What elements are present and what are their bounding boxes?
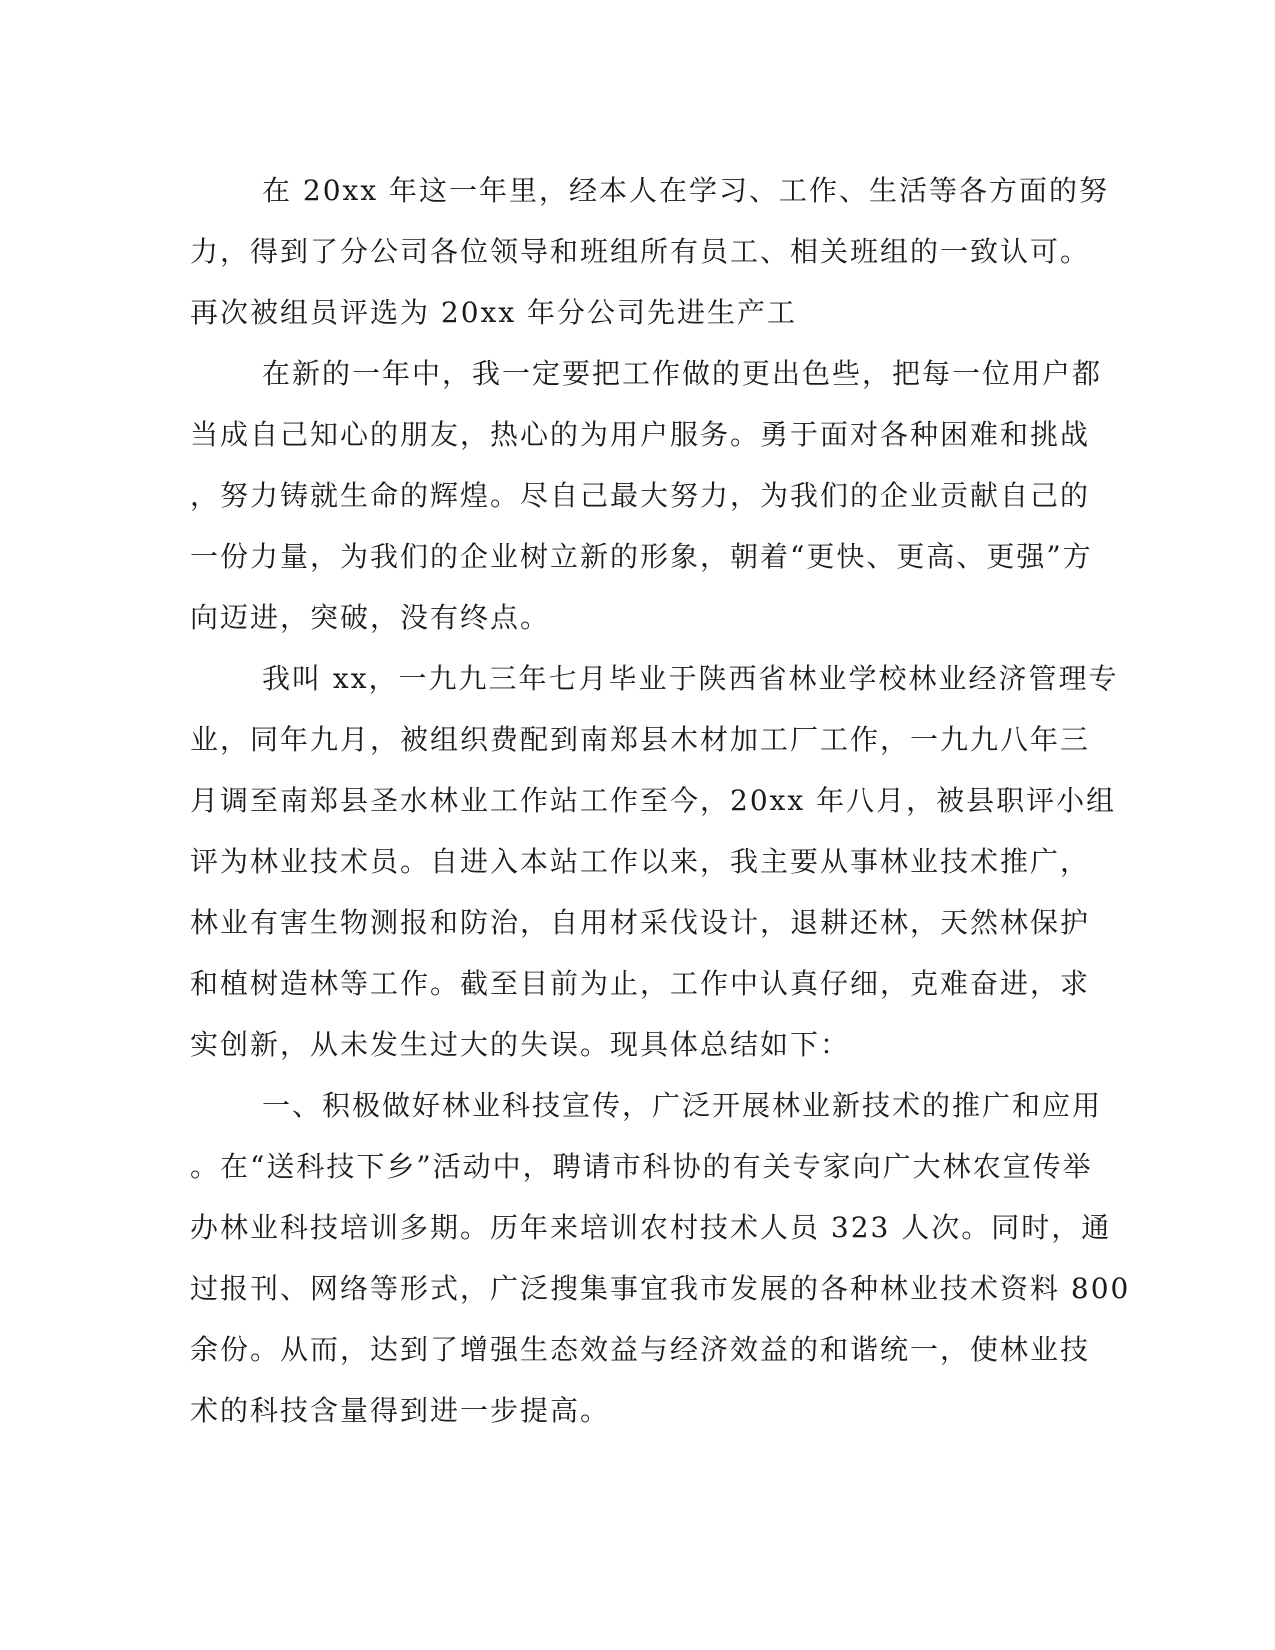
paragraph-1 xyxy=(190,160,1110,343)
paragraph-line: 和植树造林等工作。截至目前为止，工作中认真仔细，克难奋进，求 xyxy=(190,967,1091,1000)
paragraph-2 xyxy=(190,343,1103,648)
paragraph-line: 月调至南郑县圣水林业工作站工作至今，20xx 年八月，被县职评小组 xyxy=(190,784,1117,817)
paragraph-line: 在 20xx 年这一年里，经本人在学习、工作、生活等各方面的努 xyxy=(262,174,1110,207)
paragraph-line: 实创新，从未发生过大的失误。现具体总结如下： xyxy=(190,1028,851,1061)
paragraph-line: 力，得到了分公司各位领导和班组所有员工、相关班组的一致认可。 xyxy=(190,235,1091,268)
paragraph-line: 。在“送科技下乡”活动中，聘请市科协的有关专家向广大林农宣传举 xyxy=(190,1150,1093,1183)
paragraph-line: 林业有害生物测报和防治，自用材采伐设计，退耕还林，天然林保护 xyxy=(190,906,1091,939)
paragraph-line: 一份力量，为我们的企业树立新的形象，朝着“更快、更高、更强”方 xyxy=(190,540,1093,573)
paragraph-line: 办林业科技培训多期。历年来培训农村技术人员 323 人次。同时，通 xyxy=(190,1211,1112,1244)
paragraph-line: 向迈进，突破，没有终点。 xyxy=(190,601,551,634)
paragraph-line: 在新的一年中，我一定要把工作做的更出色些，把每一位用户都 xyxy=(262,357,1103,390)
paragraph-line: 业，同年九月，被组织费配到南郑县木材加工厂工作，一九九八年三 xyxy=(190,723,1091,756)
paragraph-line: 余份。从而，达到了增强生态效益与经济效益的和谐统一，使林业技 xyxy=(190,1333,1091,1366)
paragraph-line: ，努力铸就生命的辉煌。尽自己最大努力，为我们的企业贡献自己的 xyxy=(190,479,1091,512)
paragraph-line: 再次被组员评选为 20xx 年分公司先进生产工 xyxy=(190,296,798,329)
paragraph-line: 我叫 xx，一九九三年七月毕业于陕西省林业学校林业经济管理专 xyxy=(262,662,1119,695)
paragraph-4 xyxy=(190,1075,1131,1441)
paragraph-line: 术的科技含量得到进一步提高。 xyxy=(190,1394,611,1427)
document-body xyxy=(190,160,1131,1441)
paragraph-line: 过报刊、网络等形式，广泛搜集事宜我市发展的各种林业技术资料 800 xyxy=(190,1272,1131,1305)
paragraph-3 xyxy=(190,648,1119,1075)
paragraph-line: 当成自己知心的朋友，热心的为用户服务。勇于面对各种困难和挑战 xyxy=(190,418,1091,451)
paragraph-line: 评为林业技术员。自进入本站工作以来，我主要从事林业技术推广， xyxy=(190,845,1091,878)
paragraph-line: 一、积极做好林业科技宣传，广泛开展林业新技术的推广和应用 xyxy=(262,1089,1103,1122)
